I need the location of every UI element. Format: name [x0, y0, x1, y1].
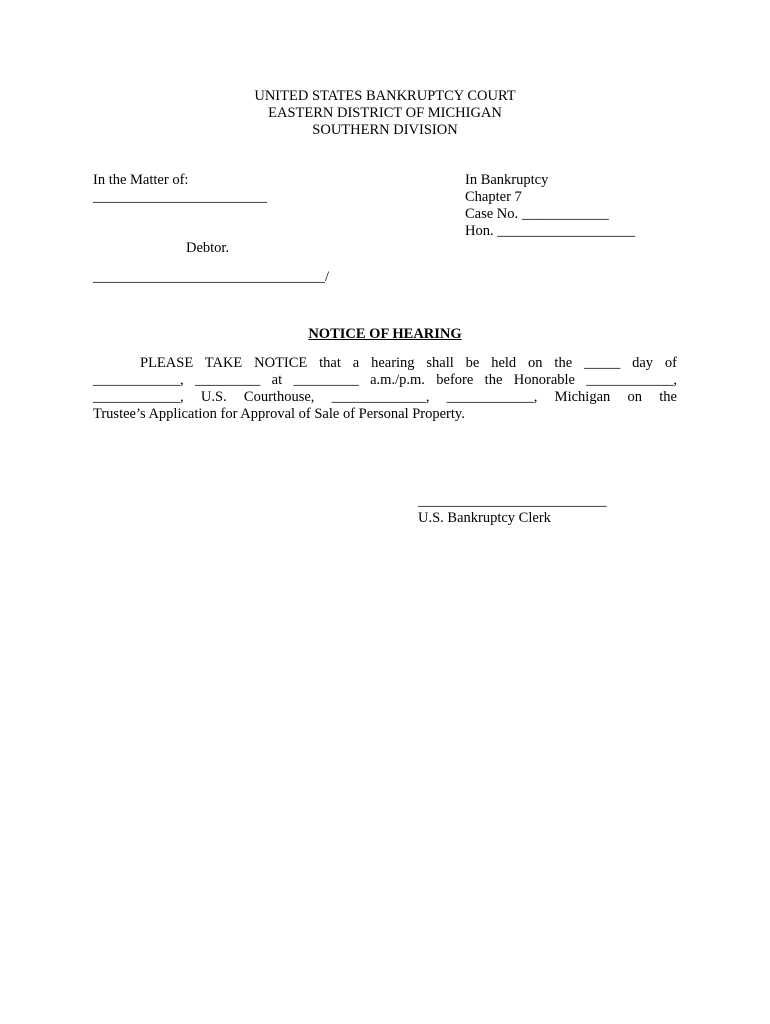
notice-title: NOTICE OF HEARING — [308, 326, 462, 342]
caption-right — [465, 172, 635, 240]
notice-line-4: Trustee’s Application for Approval of Sale of Personal Property. — [93, 406, 465, 422]
signature-label: U.S. Bankruptcy Clerk — [418, 510, 551, 526]
case-number-field: Case No. ____________ — [465, 206, 609, 222]
signature-block — [418, 493, 607, 527]
in-bankruptcy-label: In Bankruptcy — [465, 172, 549, 188]
division-name: SOUTHERN DIVISION — [312, 122, 458, 138]
chapter-label: Chapter 7 — [465, 189, 522, 205]
notice-body — [93, 355, 677, 423]
matter-label: In the Matter of: — [93, 172, 189, 188]
notice-line-3: ____________, U.S. Courthouse, _____________, ____________, Michigan on the — [93, 389, 677, 405]
debtor-label: Debtor. — [186, 240, 230, 256]
notice-line-1 — [93, 355, 677, 372]
notice-text: PLEASE TAKE NOTICE that a hearing shall be held on the _____ day of — [140, 355, 677, 371]
matter-name-blank: ________________________ — [93, 189, 267, 205]
caption-closing-line: ________________________________/ — [93, 269, 330, 285]
caption-left — [93, 172, 267, 206]
judge-field: Hon. ___________________ — [465, 223, 635, 239]
signature-line: __________________________ — [418, 493, 607, 509]
district-name: EASTERN DISTRICT OF MICHIGAN — [268, 105, 502, 121]
court-header — [0, 88, 770, 139]
notice-line-2: ____________, _________ at _________ a.m./p.m. before the Honorable ____________, — [93, 372, 677, 388]
court-name: UNITED STATES BANKRUPTCY COURT — [254, 88, 516, 104]
